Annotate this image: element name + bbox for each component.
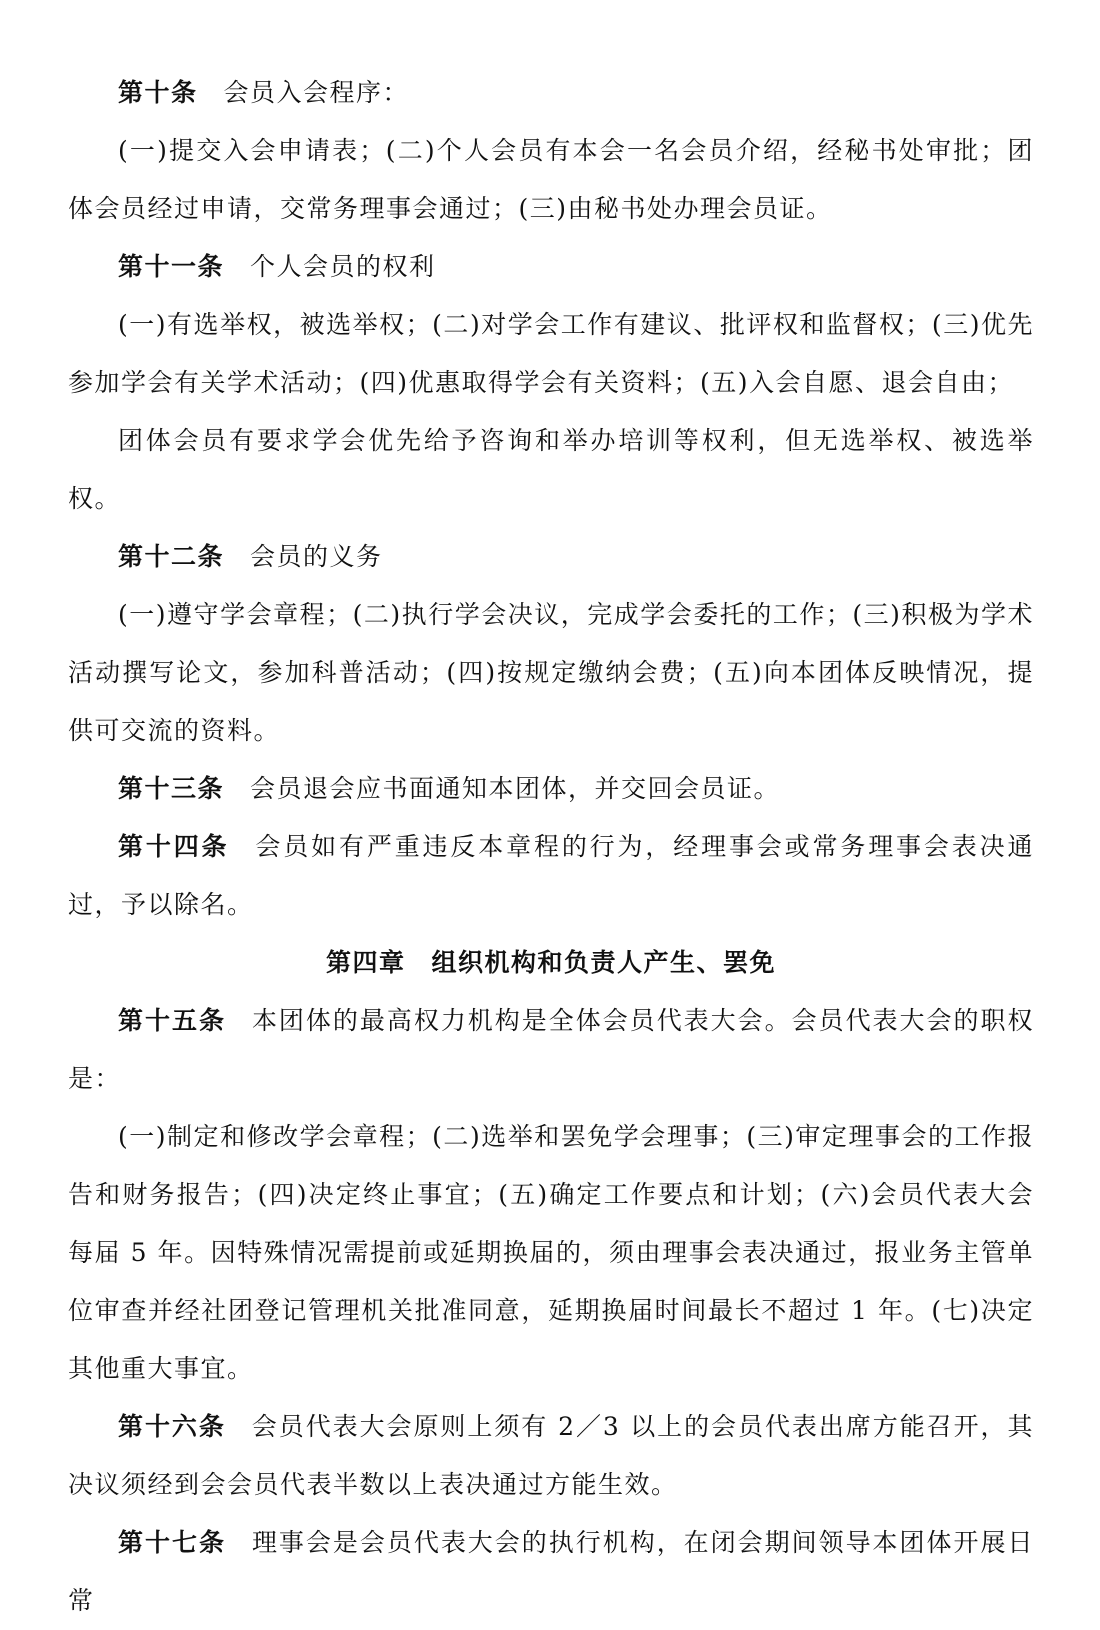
article-number: 第十五条 [118,1006,226,1035]
article-12 [68,528,1034,586]
article-number: 第十四条 [118,832,230,861]
article-number: 第十条 [118,78,198,107]
article-number: 第十二条 [118,542,225,571]
article-11-clauses: (一)有选举权，被选举权；(二)对学会工作有建议、批评权和监督权；(三)优先参加学会有关学术活动；(四)优惠取得学会有关资料；(五)入会自愿、退会自由； [68,310,1034,397]
chapter-title: 组织机构和负责人产生、罢免 [431,948,777,977]
article-text: 会员入会程序： [223,78,410,107]
article-11 [68,238,1034,296]
article-text: 会员退会应书面通知本团体，并交回会员证。 [250,774,781,803]
article-text: 会员代表大会原则上须有 2／3 以上的会员代表出席方能召开，其决议须经到会会员代表半数以上表决通过方能生效。 [68,1412,1034,1499]
article-16 [68,1398,1034,1514]
article-11-group-rights: 团体会员有要求学会优先给予咨询和举办培训等权利，但无选举权、被选举权。 [68,426,1034,513]
article-number: 第十七条 [118,1528,226,1557]
chapter-label: 第四章 [325,948,406,977]
article-10-clauses: (一)提交入会申请表；(二)个人会员有本会一名会员介绍，经秘书处审批；团体会员经过申请，交常务理事会通过；(三)由秘书处办理会员证。 [68,136,1034,223]
article-15 [68,992,1034,1108]
article-text: 理事会是会员代表大会的执行机构，在闭会期间领导本团体开展日常 [68,1528,1034,1615]
article-17 [68,1514,1034,1630]
article-15-clauses: (一)制定和修改学会章程；(二)选举和罢免学会理事；(三)审定理事会的工作报告和财务报告；(四)决定终止事宜；(五)确定工作要点和计划；(六)会员代表大会每届 5 年。因特殊情况需提前或延期换届的，须由理事会表决通过，报业务主管单位审查并经社团登记管理机关批准同意，延期换届时间最长不超过 1 年。(七)决定其他重大事宜。 [68,1122,1034,1383]
chapter-heading [68,934,1034,992]
article-14 [68,818,1034,934]
article-number: 第十一条 [118,252,225,281]
article-text: 会员如有严重违反本章程的行为，经理事会或常务理事会表决通过，予以除名。 [68,832,1034,919]
article-12-clauses: (一)遵守学会章程；(二)执行学会决议，完成学会委托的工作；(三)积极为学术活动撰写论文，参加科普活动；(四)按规定缴纳会费；(五)向本团体反映情况，提供可交流的资料。 [68,600,1034,745]
document-page [68,64,1034,1630]
article-number: 第十三条 [118,774,225,803]
article-text: 本团体的最高权力机构是全体会员代表大会。会员代表大会的职权是： [68,1006,1034,1093]
article-number: 第十六条 [118,1412,226,1441]
article-text: 个人会员的权利 [250,252,436,281]
article-text: 会员的义务 [250,542,383,571]
article-13 [68,760,1034,818]
article-10 [68,64,1034,122]
